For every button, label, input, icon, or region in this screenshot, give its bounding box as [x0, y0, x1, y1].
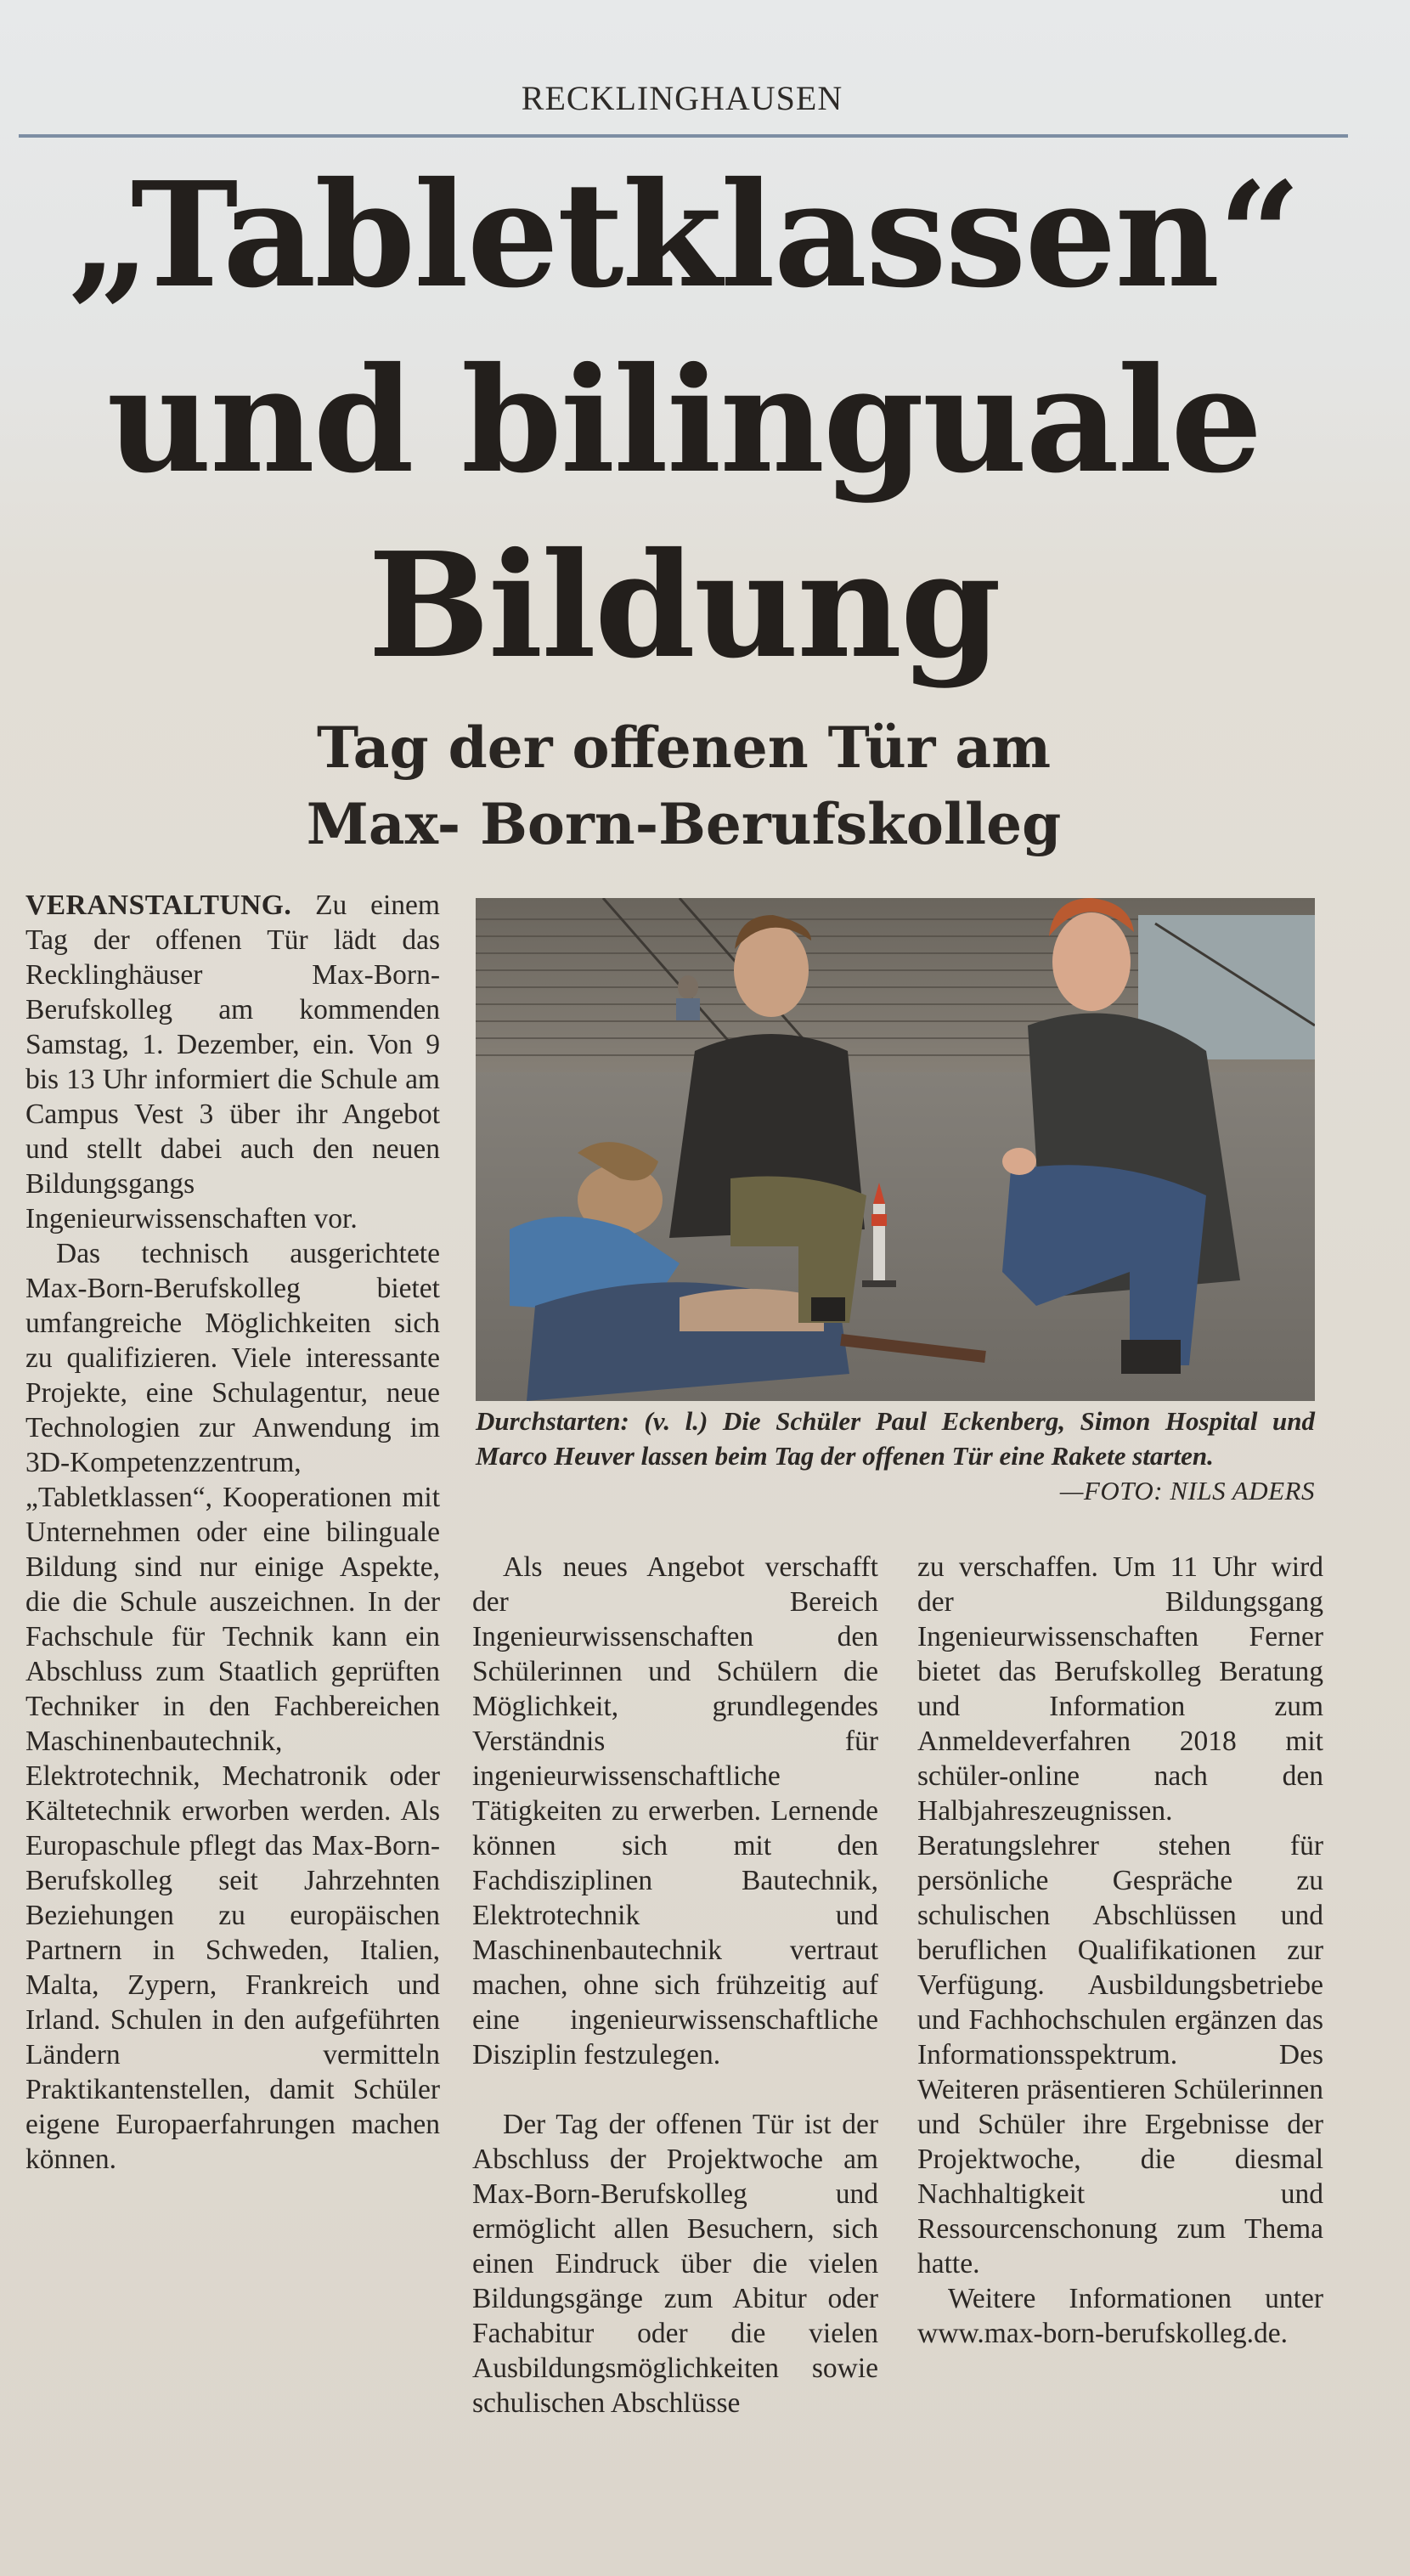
article-paragraph-4-part-2: zu verschaffen. Um 11 Uhr wird der Bildungsgang Ingenieurwissenschaften Ferner bietet das Berufskolleg Beratung und Information zum Anmeldeverfahren 2018 mit schüler-online nach den Halbjahreszeugnissen. Beratungslehrer stehen für persönliche Gespräche zu schulischen Abschlüssen und beruflichen Qualifikationen zur Verfügung. Ausbildungsbetriebe und Fachhochschulen ergänzen das Informationsspektrum. Des Weiteren präsentieren Schülerinnen und Schüler ihre Ergebnisse der Projektwoche, die diesmal Nachhaltigkeit und Ressourcenschonung zum Thema hatte. [917, 1551, 1323, 2279]
article-paragraph-1 [25, 888, 440, 1236]
subheadline-line-2: Max- Born-Berufskolleg [306, 791, 1062, 857]
section-label: RECKLINGHAUSEN [521, 79, 843, 117]
article-column-1 [25, 888, 440, 2177]
headline-line-1: „Tabletklassen“ [68, 150, 1300, 320]
article-column-2-continued [472, 2107, 878, 2421]
subheadline [34, 709, 1334, 862]
headline-line-3: Bildung [368, 521, 1000, 691]
article-paragraph-3: Als neues Angebot verschafft der Bereich Ingenieurwissenschaften den Schülerinnen und Schülern die Möglichkeit, grundlegendes Verständnis für ingenieurwissenschaftliche Tätigkeiten zu erwerben. Lernende können sich mit den Fachdisziplinen Bautechnik, Elektrotechnik und Maschinenbautechnik vertraut machen, ohne sich frühzeitig auf eine ingenieurwissenschaftliche Disziplin festzulegen. [472, 1551, 878, 2070]
article-paragraph-2: Das technisch ausgerichtete Max-Born-Berufskolleg bietet umfangreiche Möglichkeiten sich zu qualifizieren. Viele interessante Projekte, eine Schulagentur, neue Technologien zur Anwendung im 3D-Kompetenzzentrum, „Tabletklassen“, Kooperationen mit Unternehmen oder eine bilinguale Bildung sind nur einige Aspekte, die die Schule auszeichnen. In der Fachschule für Technik kann ein Abschluss zum Staatlich geprüften Techniker in den Fachbereichen Maschinenbautechnik, Elektrotechnik, Mechatronik oder Kältetechnik erworben werden. Als Europaschule pflegt das Max-Born-Berufskolleg seit Jahrzehnten Beziehungen zu europäischen Partnern in Schweden, Italien, Malta, Zypern, Frankreich und Irland. Schulen in den aufgeführten Ländern vermitteln Praktikantenstellen, damit Schüler eigene Europaerfahrungen machen können. [25, 1238, 440, 2175]
headline-line-2: und bilinguale [106, 336, 1261, 506]
rocket-launch-photo [476, 898, 1315, 1401]
photo-caption-text: Durchstarten: (v. l.) Die Schüler Paul Eckenberg, Simon Hospital und Marco Heuver lassen beim Tag der offenen Tür eine Rakete starten. [476, 1406, 1315, 1471]
photo-credit: —FOTO: NILS ADERS [1059, 1476, 1315, 1505]
section-rule [19, 134, 1348, 138]
photo-caption [476, 1404, 1315, 1508]
article-column-2 [472, 1550, 878, 2072]
subheadline-line-1: Tag der offenen Tür am [316, 715, 1052, 781]
headline [34, 143, 1334, 698]
article-kicker: VERANSTALTUNG. [25, 890, 292, 921]
article-photo [476, 898, 1315, 1401]
article-paragraph-4-part-1: Der Tag der offenen Tür ist der Abschluss der Projektwoche am Max-Born-Berufskolleg und ermöglicht allen Besuchern, sich einen Eindruck über die vielen Bildungsgänge zum Abitur oder Fachabitur oder die vielen Ausbildungsmöglichkeiten sowie schulischen Abschlüsse [472, 2109, 878, 2419]
article-paragraph-5: Weitere Informationen unter www.max-born-berufskolleg.de. [917, 2283, 1323, 2349]
article-column-3 [917, 1550, 1323, 2351]
article-paragraph-1-text: Zu einem Tag der offenen Tür lädt das Recklinghäuser Max-Born-Berufskolleg am kommenden Samstag, 1. Dezember, ein. Von 9 bis 13 Uhr informiert die Schule am Campus Vest 3 über ihr Angebot und stellt dabei auch den neuen Bildungsgangs Ingenieurwissenschaften vor. [25, 890, 440, 1234]
